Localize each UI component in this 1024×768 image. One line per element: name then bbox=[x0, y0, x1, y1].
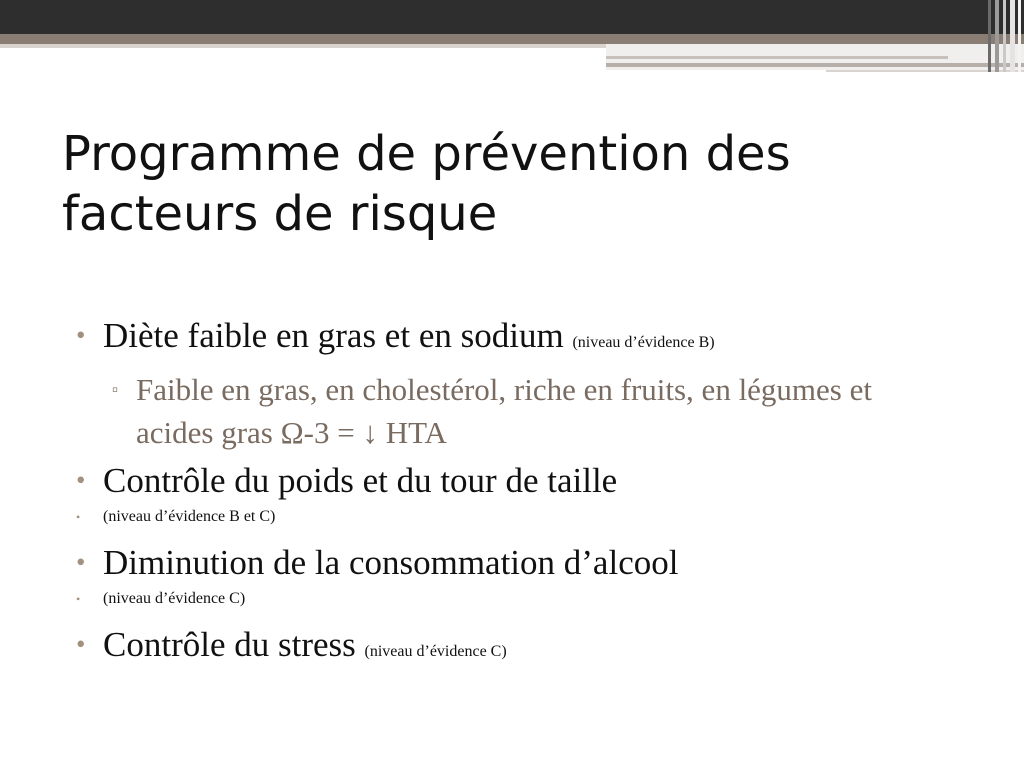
header-rule bbox=[606, 56, 948, 59]
sub-list-item bbox=[76, 368, 956, 454]
bullet-icon: • bbox=[76, 547, 86, 577]
header-stripe bbox=[1018, 0, 1021, 72]
list-item-text: Contrôle du stress bbox=[103, 625, 356, 664]
list-item bbox=[76, 623, 956, 673]
bullet-icon: • bbox=[76, 465, 86, 495]
square-bullet-icon: ▫ bbox=[112, 380, 119, 399]
bullet-icon: • bbox=[76, 592, 81, 606]
list-item bbox=[76, 589, 956, 609]
sub-list-item-text: Faible en gras, en cholestérol, riche en fruits, en légumes et acides gras Ω-3 = ↓ HTA bbox=[136, 372, 872, 450]
bullet-icon: • bbox=[76, 510, 81, 524]
header-stripe bbox=[988, 0, 991, 72]
header-stripe bbox=[1003, 0, 1006, 72]
list-item-text: Diète faible en gras et en sodium bbox=[103, 316, 564, 355]
bullet-list bbox=[76, 314, 956, 673]
evidence-note: (niveau d’évidence C) bbox=[364, 643, 507, 660]
slide-title: Programme de prévention des facteurs de risque bbox=[62, 126, 791, 242]
evidence-note: (niveau d’évidence B) bbox=[572, 334, 715, 351]
bullet-icon: • bbox=[76, 320, 86, 350]
header-stripe bbox=[1010, 0, 1015, 72]
evidence-note: (niveau d’évidence B et C) bbox=[103, 508, 276, 525]
header-band-dark bbox=[0, 0, 1024, 34]
header-stripe bbox=[995, 0, 999, 72]
list-item-text: Diminution de la consommation d’alcool bbox=[103, 543, 679, 582]
list-item bbox=[76, 314, 956, 364]
bullet-icon: • bbox=[76, 629, 86, 659]
list-item bbox=[76, 541, 956, 584]
header-band-brown bbox=[0, 34, 1024, 44]
list-item bbox=[76, 459, 956, 502]
list-item bbox=[76, 507, 956, 527]
header-rule bbox=[606, 63, 1024, 67]
list-item-text: Contrôle du poids et du tour de taille bbox=[103, 461, 618, 500]
evidence-note: (niveau d’évidence C) bbox=[103, 590, 246, 607]
